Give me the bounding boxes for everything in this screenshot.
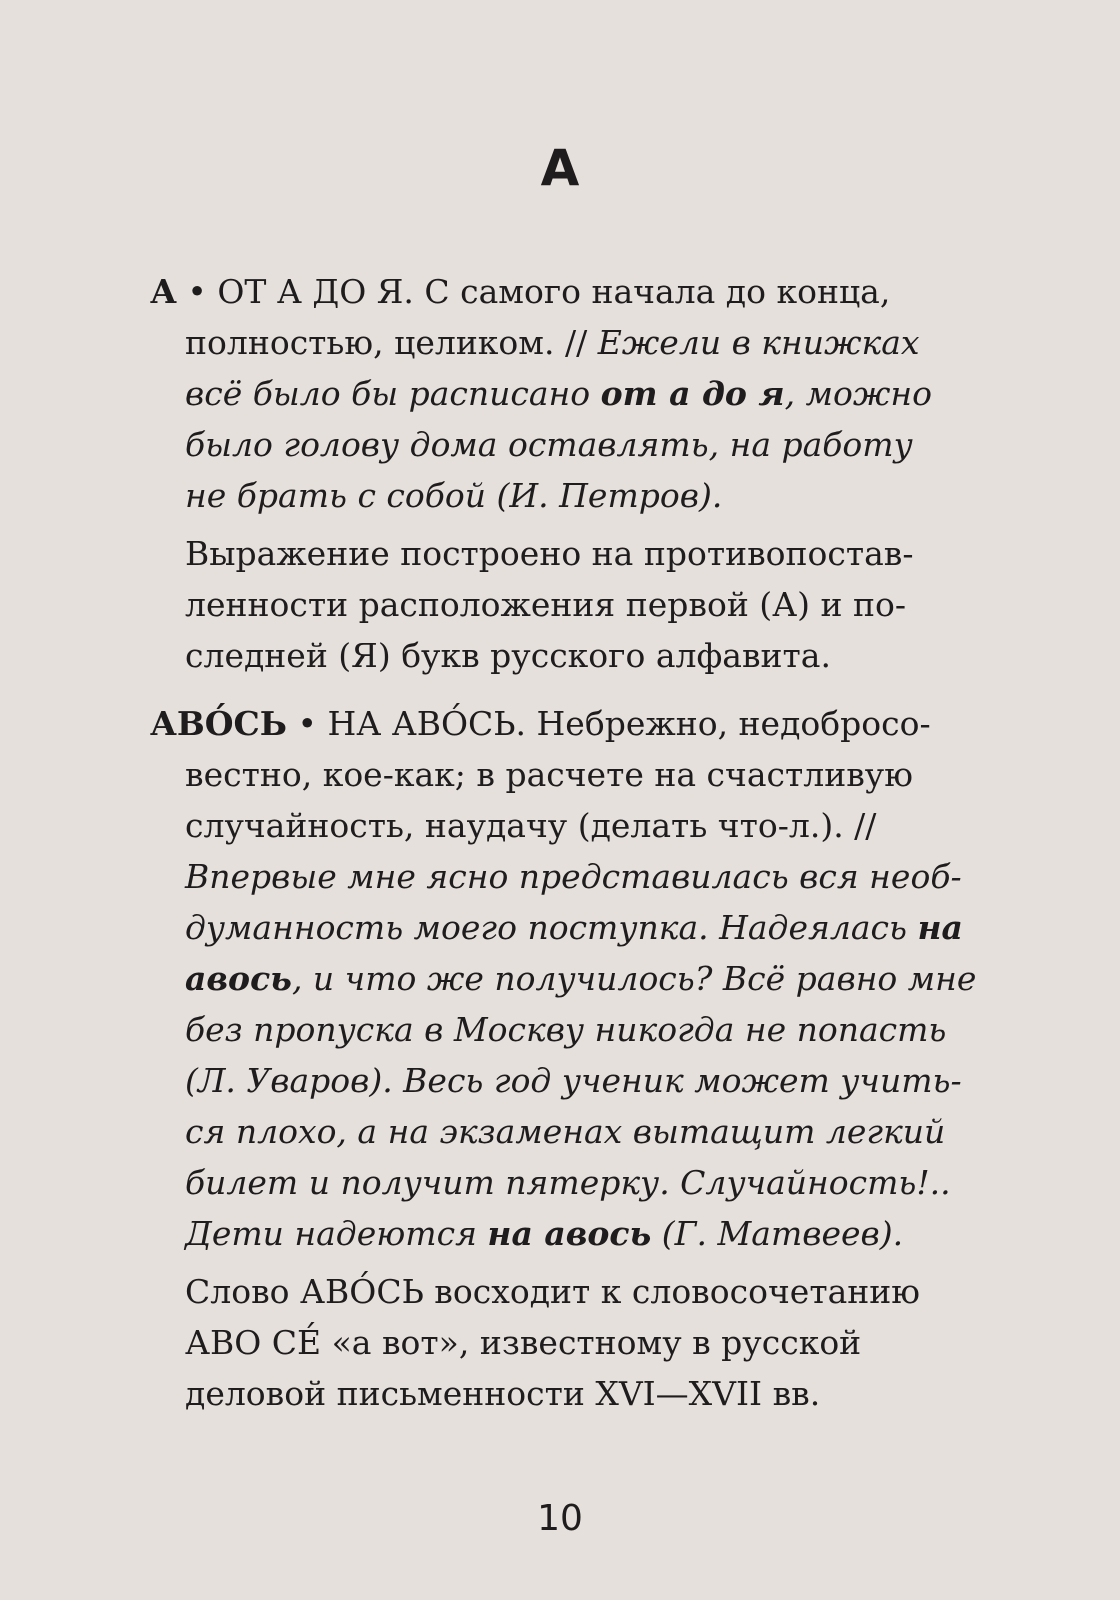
entry-first-line [150,266,1010,317]
entry-first-line [150,698,1010,749]
note-line: Слово АВО́СЬ восходит к словосочетанию [185,1272,920,1311]
etymology-note [150,528,1010,681]
quote: билет и получит пятерку. Случайность!.. [185,1163,951,1202]
separator: // [854,806,877,845]
note-line: деловой письменности XVI—XVII вв. [185,1374,821,1413]
entry-line [150,1208,1010,1259]
quote-highlight: авось [185,959,292,998]
separator: // [564,323,588,362]
entry-line [150,368,1010,419]
note-line: Выражение построено на противопостав- [185,534,914,573]
quote: (Г. Матвеев). [651,1214,904,1253]
quote: (Л. Уваров). Весь год ученик может учить- [185,1061,962,1100]
quote: Дети надеются [185,1214,488,1253]
entry-line [150,800,1010,851]
letter-heading: А [540,139,580,197]
entry-avos [150,698,1010,1419]
note-line: АВО СЕ́ «а вот», известному в русской [185,1323,862,1362]
quote: Ежели в книжках [587,323,920,362]
quote-highlight: на [917,908,963,947]
note-line: ленности расположения первой (А) и по- [185,585,907,624]
quote: всё было бы расписано [185,374,601,413]
definition: полностью, целиком. [185,323,565,362]
quote: , и что же получилось? Всё равно мне [291,959,977,998]
quote: думанность моего поступка. Надеялась [185,908,918,947]
quote: не брать с собой (И. Петров). [185,476,723,515]
phrase: ОТ А ДО Я. [217,272,414,311]
page-number: 10 [537,1498,583,1539]
entry-line [150,953,1010,1004]
quote: Впервые мне ясно представилась вся необ- [185,857,962,896]
etymology-note [150,1266,1010,1419]
bullet-marker: • [187,272,207,311]
headword: А [150,272,177,311]
bullet-marker: • [297,704,317,743]
definition: вестно, кое-как; в расчете на счастливую [185,755,913,794]
definition: случайность, наудачу (делать что-л.). [185,806,855,845]
quote-highlight: от а до я [600,374,785,413]
quote: ся плохо, а на экзаменах вытащит легкий [185,1112,946,1151]
entry-a [150,266,1010,681]
definition: Небрежно, недобросо- [526,704,931,743]
quote: было голову дома оставлять, на работу [185,425,913,464]
phrase: НА АВО́СЬ. [327,704,527,743]
definition: С самого начала до конца, [413,272,891,311]
quote: , можно [784,374,932,413]
headword: АВО́СЬ [150,704,288,743]
note-line: следней (Я) букв русского алфавита. [185,636,831,675]
entry-line [150,317,1010,368]
entry-line [150,902,1010,953]
quote: без пропуска в Москву никогда не попасть [185,1010,947,1049]
quote-highlight: на авось [487,1214,652,1253]
